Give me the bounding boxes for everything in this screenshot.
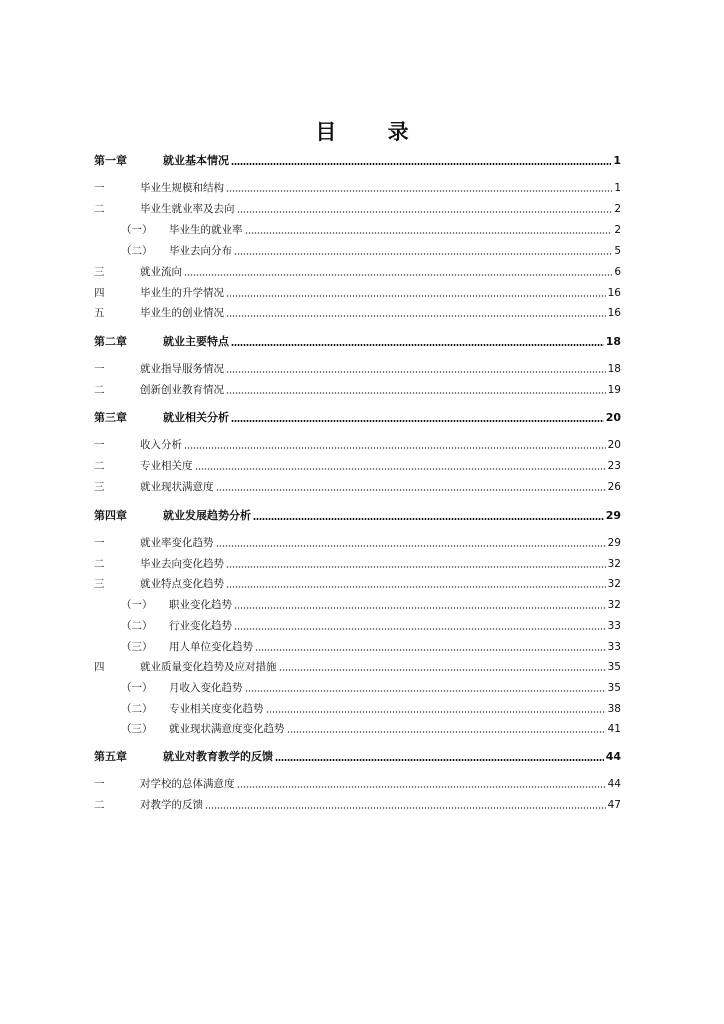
toc-entry-number: 二: [94, 799, 105, 811]
toc-entry-title: 对教学的反馈: [140, 799, 203, 811]
toc-page-number: 32: [607, 578, 621, 590]
toc-page-number: 16: [607, 287, 621, 299]
toc-entry-number: （二）: [121, 245, 153, 257]
toc-page-number: 35: [607, 661, 621, 673]
toc-entry-number: 二: [94, 203, 105, 215]
toc-entry-title: 就业对教育教学的反馈: [163, 750, 273, 763]
toc-chapter-entry[interactable]: [94, 509, 621, 523]
toc-subsection-entry[interactable]: [94, 223, 621, 237]
toc-entry-number: 一: [94, 363, 105, 375]
toc-entry-number: 三: [94, 481, 105, 493]
toc-section-entry[interactable]: [94, 438, 621, 452]
toc-page-number: 2: [614, 224, 621, 236]
toc-entry-title: 就业发展趋势分析: [163, 509, 251, 522]
toc-entry-number: 一: [94, 182, 105, 194]
toc-section-entry[interactable]: [94, 557, 621, 571]
toc-entry-title: 毕业生就业率及去向: [140, 203, 235, 215]
toc-entry-title: 毕业生的就业率: [169, 224, 243, 236]
toc-page-number: 23: [607, 460, 621, 472]
toc-page-number: 32: [607, 558, 621, 570]
toc-entry-title: 毕业生的创业情况: [140, 307, 224, 319]
dot-leader: [255, 649, 606, 651]
toc-entry-title: 月收入变化趋势: [169, 682, 243, 694]
toc-entry-title: 专业相关度: [140, 460, 193, 472]
toc-entry-title: 毕业生的升学情况: [140, 287, 224, 299]
toc-subsection-entry[interactable]: [94, 619, 621, 633]
toc-section-entry[interactable]: [94, 660, 621, 674]
toc-page-number: 26: [607, 481, 621, 493]
toc-section-entry[interactable]: [94, 480, 621, 494]
toc-entry-number: 第三章: [94, 411, 127, 424]
toc-page-number: 18: [605, 335, 621, 348]
toc-entry-number: 第五章: [94, 750, 127, 763]
dot-leader: [195, 468, 606, 470]
toc-page-number: 35: [607, 682, 621, 694]
toc-page-number: 18: [607, 363, 621, 375]
toc-page-number: 5: [614, 245, 621, 257]
toc-entry-number: （二）: [121, 703, 153, 715]
toc-entry-number: （三）: [121, 723, 153, 735]
toc-entry-number: 二: [94, 558, 105, 570]
dot-leader: [245, 690, 606, 692]
toc-entry-number: 一: [94, 778, 105, 790]
toc-page-number: 41: [607, 723, 621, 735]
dot-leader: [226, 586, 606, 588]
toc-chapter-entry[interactable]: [94, 411, 621, 425]
dot-leader: [231, 344, 604, 346]
toc-entry-title: 创新创业教育情况: [140, 384, 224, 396]
toc-entry-title: 就业相关分析: [163, 411, 229, 424]
dot-leader: [237, 211, 613, 213]
toc-page-number: 29: [605, 509, 621, 522]
dot-leader: [231, 163, 611, 165]
toc-section-entry[interactable]: [94, 286, 621, 300]
toc-entry-title: 就业现状满意度变化趋势: [169, 723, 285, 735]
toc-section-entry[interactable]: [94, 798, 621, 812]
dot-leader: [234, 628, 606, 630]
dot-leader: [184, 274, 612, 276]
toc-entry-title: 行业变化趋势: [169, 620, 232, 632]
toc-entry-number: 五: [94, 307, 105, 319]
toc-section-entry[interactable]: [94, 536, 621, 550]
toc-entry-number: 三: [94, 266, 105, 278]
toc-entry-number: 第四章: [94, 509, 127, 522]
dot-leader: [231, 420, 604, 422]
toc-entry-number: 二: [94, 384, 105, 396]
dot-leader: [226, 295, 606, 297]
toc-page-number: 33: [607, 641, 621, 653]
dot-leader: [275, 759, 604, 761]
toc-page-number: 44: [607, 778, 621, 790]
toc-entry-title: 毕业去向变化趋势: [140, 558, 224, 570]
dot-leader: [287, 731, 606, 733]
toc-page-number: 6: [614, 266, 621, 278]
dot-leader: [226, 566, 606, 568]
toc-subsection-entry[interactable]: [94, 598, 621, 612]
toc-section-entry[interactable]: [94, 181, 621, 195]
toc-subsection-entry[interactable]: [94, 702, 621, 716]
toc-section-entry[interactable]: [94, 202, 621, 216]
toc-entry-title: 就业主要特点: [163, 335, 229, 348]
dot-leader: [279, 669, 606, 671]
toc-entry-number: 第二章: [94, 335, 127, 348]
toc-page-number: 38: [607, 703, 621, 715]
toc-section-entry[interactable]: [94, 577, 621, 591]
toc-page-number: 20: [607, 439, 621, 451]
dot-leader: [234, 607, 606, 609]
dot-leader: [216, 545, 606, 547]
toc-entry-title: 收入分析: [140, 439, 182, 451]
toc-entry-number: 一: [94, 537, 105, 549]
dot-leader: [266, 711, 606, 713]
dot-leader: [184, 447, 606, 449]
toc-page-number: 1: [613, 154, 621, 167]
toc-subsection-entry[interactable]: [94, 681, 621, 695]
toc-entry-title: 就业指导服务情况: [140, 363, 224, 375]
toc-entry-title: 就业现状满意度: [140, 481, 214, 493]
toc-entry-number: （一）: [121, 599, 153, 611]
toc-section-entry[interactable]: [94, 362, 621, 376]
toc-entry-title: 就业基本情况: [163, 154, 229, 167]
toc-entry-number: （一）: [121, 224, 153, 236]
toc-page-number: 2: [614, 203, 621, 215]
dot-leader: [226, 371, 606, 373]
toc-entry-title: 毕业生规模和结构: [140, 182, 224, 194]
toc-section-entry[interactable]: [94, 383, 621, 397]
toc-entry-number: （一）: [121, 682, 153, 694]
dot-leader: [205, 807, 606, 809]
toc-entry-title: 就业流向: [140, 266, 182, 278]
toc-entry-title: 就业特点变化趋势: [140, 578, 224, 590]
toc-page-number: 16: [607, 307, 621, 319]
toc-page-number: 29: [607, 537, 621, 549]
toc-entry-number: 四: [94, 287, 105, 299]
toc-section-entry[interactable]: [94, 306, 621, 320]
dot-leader: [226, 190, 612, 192]
toc-entry-title: 毕业去向分布: [169, 245, 232, 257]
toc-entry-title: 对学校的总体满意度: [140, 778, 235, 790]
toc-entry-title: 就业率变化趋势: [140, 537, 214, 549]
toc-page-number: 44: [605, 750, 621, 763]
page-title: 目 录: [315, 120, 431, 144]
dot-leader: [216, 489, 606, 491]
toc-section-entry[interactable]: [94, 265, 621, 279]
toc-entry-number: 第一章: [94, 154, 127, 167]
dot-leader: [226, 392, 606, 394]
dot-leader: [253, 518, 604, 520]
toc-entry-title: 职业变化趋势: [169, 599, 232, 611]
toc-entry-number: （三）: [121, 641, 153, 653]
dot-leader: [237, 786, 606, 788]
toc-chapter-entry[interactable]: [94, 335, 621, 349]
toc-subsection-entry[interactable]: [94, 244, 621, 258]
toc-entry-number: 四: [94, 661, 105, 673]
toc-entry-title: 专业相关度变化趋势: [169, 703, 264, 715]
dot-leader: [234, 253, 612, 255]
dot-leader: [245, 232, 613, 234]
toc-page-number: 1: [614, 182, 621, 194]
toc-page-number: 20: [605, 411, 621, 424]
toc-entry-number: 二: [94, 460, 105, 472]
toc-section-entry[interactable]: [94, 777, 621, 791]
toc-subsection-entry[interactable]: [94, 640, 621, 654]
toc-chapter-entry[interactable]: [94, 750, 621, 764]
toc-entry-number: 一: [94, 439, 105, 451]
toc-chapter-entry[interactable]: [94, 154, 621, 168]
toc-page-number: 32: [607, 599, 621, 611]
dot-leader: [226, 315, 606, 317]
toc-entry-title: 用人单位变化趋势: [169, 641, 253, 653]
toc-entry-title: 就业质量变化趋势及应对措施: [140, 661, 277, 673]
toc-page-number: 19: [607, 384, 621, 396]
toc-page-number: 33: [607, 620, 621, 632]
toc-subsection-entry[interactable]: [94, 722, 621, 736]
toc-section-entry[interactable]: [94, 459, 621, 473]
toc-entry-number: 三: [94, 578, 105, 590]
toc-page-number: 47: [607, 799, 621, 811]
toc-entry-number: （二）: [121, 620, 153, 632]
